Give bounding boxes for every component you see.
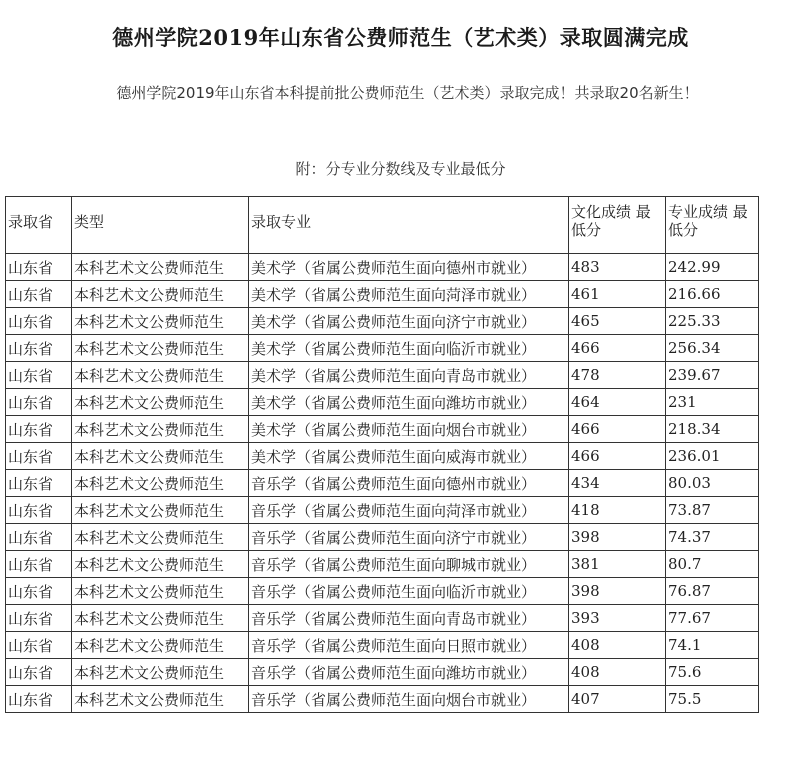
header-major-min-score: 专业成绩 最低分 xyxy=(666,197,759,254)
table-row xyxy=(6,686,759,713)
cell-major: 美术学（省属公费师范生面向临沂市就业） xyxy=(249,335,569,362)
cell-major-min-score: 256.34 xyxy=(666,335,759,362)
cell-province: 山东省 xyxy=(6,443,72,470)
cell-culture-min-score: 483 xyxy=(569,254,666,281)
cell-province: 山东省 xyxy=(6,470,72,497)
cell-major: 音乐学（省属公费师范生面向烟台市就业） xyxy=(249,686,569,713)
table-row xyxy=(6,497,759,524)
cell-major-min-score: 76.87 xyxy=(666,578,759,605)
cell-major: 美术学（省属公费师范生面向潍坊市就业） xyxy=(249,389,569,416)
cell-major: 美术学（省属公费师范生面向菏泽市就业） xyxy=(249,281,569,308)
cell-culture-min-score: 466 xyxy=(569,416,666,443)
cell-major: 音乐学（省属公费师范生面向德州市就业） xyxy=(249,470,569,497)
table-row xyxy=(6,389,759,416)
cell-culture-min-score: 466 xyxy=(569,335,666,362)
cell-major-min-score: 218.34 xyxy=(666,416,759,443)
table-row xyxy=(6,605,759,632)
cell-type: 本科艺术文公费师范生 xyxy=(72,389,249,416)
cell-province: 山东省 xyxy=(6,686,72,713)
cell-type: 本科艺术文公费师范生 xyxy=(72,632,249,659)
cell-culture-min-score: 465 xyxy=(569,308,666,335)
cell-major: 美术学（省属公费师范生面向青岛市就业） xyxy=(249,362,569,389)
cell-province: 山东省 xyxy=(6,254,72,281)
cell-province: 山东省 xyxy=(6,524,72,551)
cell-province: 山东省 xyxy=(6,632,72,659)
cell-culture-min-score: 393 xyxy=(569,605,666,632)
cell-major: 美术学（省属公费师范生面向德州市就业） xyxy=(249,254,569,281)
cell-culture-min-score: 478 xyxy=(569,362,666,389)
cell-province: 山东省 xyxy=(6,659,72,686)
cell-major-min-score: 231 xyxy=(666,389,759,416)
cell-culture-min-score: 408 xyxy=(569,632,666,659)
cell-major: 音乐学（省属公费师范生面向临沂市就业） xyxy=(249,578,569,605)
cell-province: 山东省 xyxy=(6,551,72,578)
cell-major-min-score: 73.87 xyxy=(666,497,759,524)
cell-major-min-score: 75.5 xyxy=(666,686,759,713)
cell-province: 山东省 xyxy=(6,308,72,335)
score-table-body xyxy=(6,197,759,713)
cell-major: 音乐学（省属公费师范生面向青岛市就业） xyxy=(249,605,569,632)
cell-culture-min-score: 466 xyxy=(569,443,666,470)
cell-major: 音乐学（省属公费师范生面向潍坊市就业） xyxy=(249,659,569,686)
cell-major-min-score: 239.67 xyxy=(666,362,759,389)
cell-major-min-score: 77.67 xyxy=(666,605,759,632)
cell-culture-min-score: 418 xyxy=(569,497,666,524)
table-caption: 附：分专业分数线及专业最低分 xyxy=(295,160,506,178)
table-row xyxy=(6,551,759,578)
announcement-text: 德州学院2019年山东省本科提前批公费师范生（艺术类）录取完成！共录取20名新生！ xyxy=(116,84,699,102)
cell-culture-min-score: 381 xyxy=(569,551,666,578)
cell-type: 本科艺术文公费师范生 xyxy=(72,308,249,335)
table-row xyxy=(6,254,759,281)
cell-province: 山东省 xyxy=(6,578,72,605)
cell-major: 美术学（省属公费师范生面向烟台市就业） xyxy=(249,416,569,443)
cell-major-min-score: 74.1 xyxy=(666,632,759,659)
header-type: 类型 xyxy=(72,197,249,254)
cell-province: 山东省 xyxy=(6,362,72,389)
cell-type: 本科艺术文公费师范生 xyxy=(72,254,249,281)
cell-major: 音乐学（省属公费师范生面向日照市就业） xyxy=(249,632,569,659)
table-row xyxy=(6,335,759,362)
table-row xyxy=(6,308,759,335)
cell-type: 本科艺术文公费师范生 xyxy=(72,686,249,713)
cell-culture-min-score: 398 xyxy=(569,578,666,605)
cell-type: 本科艺术文公费师范生 xyxy=(72,443,249,470)
table-row xyxy=(6,632,759,659)
cell-province: 山东省 xyxy=(6,416,72,443)
cell-type: 本科艺术文公费师范生 xyxy=(72,416,249,443)
cell-type: 本科艺术文公费师范生 xyxy=(72,470,249,497)
table-row xyxy=(6,443,759,470)
cell-major-min-score: 75.6 xyxy=(666,659,759,686)
cell-major-min-score: 74.37 xyxy=(666,524,759,551)
cell-province: 山东省 xyxy=(6,605,72,632)
cell-type: 本科艺术文公费师范生 xyxy=(72,551,249,578)
cell-province: 山东省 xyxy=(6,389,72,416)
cell-major-min-score: 80.03 xyxy=(666,470,759,497)
cell-major-min-score: 80.7 xyxy=(666,551,759,578)
cell-major-min-score: 242.99 xyxy=(666,254,759,281)
cell-culture-min-score: 407 xyxy=(569,686,666,713)
cell-type: 本科艺术文公费师范生 xyxy=(72,497,249,524)
cell-province: 山东省 xyxy=(6,335,72,362)
cell-type: 本科艺术文公费师范生 xyxy=(72,578,249,605)
cell-major: 音乐学（省属公费师范生面向菏泽市就业） xyxy=(249,497,569,524)
cell-type: 本科艺术文公费师范生 xyxy=(72,605,249,632)
cell-type: 本科艺术文公费师范生 xyxy=(72,659,249,686)
table-header-row xyxy=(6,197,759,254)
cell-major: 美术学（省属公费师范生面向威海市就业） xyxy=(249,443,569,470)
table-row xyxy=(6,524,759,551)
header-province: 录取省 xyxy=(6,197,72,254)
header-culture-min-score: 文化成绩 最低分 xyxy=(569,197,666,254)
cell-major-min-score: 225.33 xyxy=(666,308,759,335)
score-table xyxy=(5,196,759,713)
cell-major: 音乐学（省属公费师范生面向聊城市就业） xyxy=(249,551,569,578)
cell-culture-min-score: 464 xyxy=(569,389,666,416)
cell-culture-min-score: 398 xyxy=(569,524,666,551)
cell-province: 山东省 xyxy=(6,281,72,308)
header-major: 录取专业 xyxy=(249,197,569,254)
table-row xyxy=(6,281,759,308)
cell-province: 山东省 xyxy=(6,497,72,524)
cell-type: 本科艺术文公费师范生 xyxy=(72,281,249,308)
table-row xyxy=(6,470,759,497)
table-row xyxy=(6,362,759,389)
cell-culture-min-score: 434 xyxy=(569,470,666,497)
cell-type: 本科艺术文公费师范生 xyxy=(72,335,249,362)
cell-culture-min-score: 461 xyxy=(569,281,666,308)
cell-major-min-score: 216.66 xyxy=(666,281,759,308)
cell-major: 美术学（省属公费师范生面向济宁市就业） xyxy=(249,308,569,335)
cell-type: 本科艺术文公费师范生 xyxy=(72,362,249,389)
page-title: 德州学院2019年山东省公费师范生（艺术类）录取圆满完成 xyxy=(112,25,689,50)
table-row xyxy=(6,578,759,605)
table-row xyxy=(6,659,759,686)
table-row xyxy=(6,416,759,443)
cell-type: 本科艺术文公费师范生 xyxy=(72,524,249,551)
cell-major-min-score: 236.01 xyxy=(666,443,759,470)
cell-major: 音乐学（省属公费师范生面向济宁市就业） xyxy=(249,524,569,551)
cell-culture-min-score: 408 xyxy=(569,659,666,686)
